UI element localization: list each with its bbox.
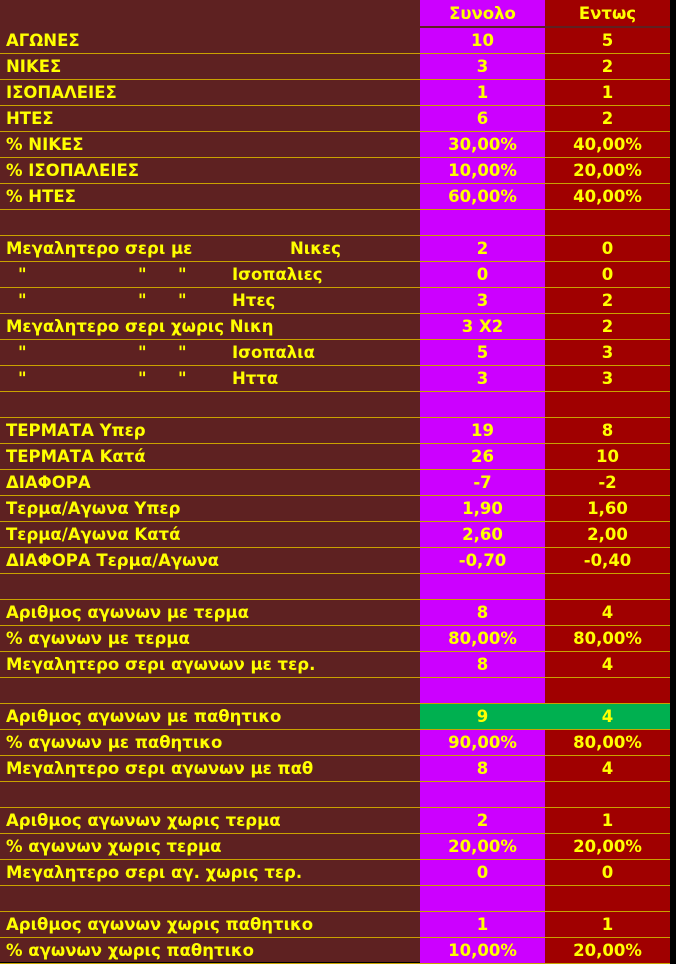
row-label-part: " (178, 291, 187, 310)
row-label: % αγωνων χωρις τερμα (6, 837, 222, 856)
row-label: ΙΣΟΠΑΛΕΙΕΣ (6, 83, 117, 102)
row-home-value: 2 (545, 54, 670, 79)
row-home-value: 40,00% (545, 184, 670, 209)
row-total-value: 10,00% (420, 158, 545, 183)
row-label: Τερμα/Αγωνα Κατά (6, 525, 181, 544)
row-label (0, 886, 420, 911)
table-row (0, 522, 670, 548)
table-row (0, 912, 670, 938)
row-home-value: 10 (545, 444, 670, 469)
row-label: % ΙΣΟΠΑΛΕΙΕΣ (6, 161, 140, 180)
table-row (0, 496, 670, 522)
table-row (0, 392, 670, 418)
row-label (0, 262, 420, 287)
row-label-part: " (18, 291, 27, 310)
table-row (0, 418, 670, 444)
table-row (0, 756, 670, 782)
row-home-value: 2 (545, 288, 670, 313)
row-label-part: Ηττα (232, 369, 279, 388)
row-label (0, 340, 420, 365)
row-total-value: 8 (420, 652, 545, 677)
table-row (0, 184, 670, 210)
row-home-value: 0 (545, 860, 670, 885)
row-label-part: Ητες (232, 291, 276, 310)
row-total-value: 9 (420, 704, 545, 729)
table-row (0, 366, 670, 392)
row-home-value: 1 (545, 80, 670, 105)
row-home-value: 8 (545, 418, 670, 443)
table-row (0, 80, 670, 106)
table-row (0, 444, 670, 470)
table-row (0, 236, 670, 262)
row-home-value: 2 (545, 106, 670, 131)
row-label: Τερμα/Αγωνα Υπερ (6, 499, 181, 518)
row-home-value: 40,00% (545, 132, 670, 157)
row-label-part: Νικες (290, 239, 341, 258)
row-total-value: 2 (420, 236, 545, 261)
row-home-value: 20,00% (545, 834, 670, 859)
row-label-part: " (178, 265, 187, 284)
table-row (0, 54, 670, 80)
row-home-value: 80,00% (545, 626, 670, 651)
row-label (0, 210, 420, 235)
table-row (0, 288, 670, 314)
row-home-value: 1 (545, 808, 670, 833)
row-label-part: " (178, 369, 187, 388)
row-total-value: 30,00% (420, 132, 545, 157)
row-label-part: " (18, 265, 27, 284)
row-home-value: 20,00% (545, 938, 670, 963)
row-total-value: 8 (420, 600, 545, 625)
row-home-value: 1 (545, 912, 670, 937)
row-home-value: 3 (545, 340, 670, 365)
row-total-value: 3 (420, 366, 545, 391)
table-row (0, 548, 670, 574)
row-label: Μεγαλητερο σερι χωρις Νικη (6, 317, 274, 336)
table-row (0, 132, 670, 158)
row-total-value (420, 210, 545, 235)
row-total-value: 0 (420, 860, 545, 885)
row-home-value: 4 (545, 756, 670, 781)
row-total-value: -0,70 (420, 548, 545, 573)
row-label: ΔΙΑΦΟΡΑ Τερμα/Αγωνα (6, 551, 220, 570)
table-row (0, 626, 670, 652)
row-home-value: 2,00 (545, 522, 670, 547)
row-home-value: -0,40 (545, 548, 670, 573)
row-total-value: 1 (420, 912, 545, 937)
table-row (0, 652, 670, 678)
row-home-value: 1,60 (545, 496, 670, 521)
table-row (0, 28, 670, 54)
row-label: ΔΙΑΦΟΡΑ (6, 473, 91, 492)
row-total-value (420, 678, 545, 703)
row-total-value: 1,90 (420, 496, 545, 521)
row-total-value: 80,00% (420, 626, 545, 651)
row-home-value: 3 (545, 366, 670, 391)
table-row (0, 158, 670, 184)
row-label: % αγωνων με παθητικο (6, 733, 223, 752)
row-total-value: 0 (420, 262, 545, 287)
row-total-value: 20,00% (420, 834, 545, 859)
row-label (0, 236, 420, 261)
row-total-value: -7 (420, 470, 545, 495)
row-label: ΤΕΡΜΑΤΑ Κατά (6, 447, 146, 466)
row-home-value: 4 (545, 652, 670, 677)
row-total-value: 2,60 (420, 522, 545, 547)
row-total-value: 19 (420, 418, 545, 443)
row-home-value: 2 (545, 314, 670, 339)
row-home-value (545, 782, 670, 807)
table-row (0, 314, 670, 340)
row-total-value: 5 (420, 340, 545, 365)
row-total-value: 60,00% (420, 184, 545, 209)
row-total-value: 10 (420, 28, 545, 53)
row-label: ΤΕΡΜΑΤΑ Υπερ (6, 421, 146, 440)
row-label: Μεγαλητερο σερι αγωνων με παθ (6, 759, 314, 778)
row-label-part: " (138, 291, 147, 310)
row-home-value: 5 (545, 28, 670, 53)
row-label-part: " (18, 369, 27, 388)
row-label: % αγωνων χωρις παθητικο (6, 941, 254, 960)
row-home-value (545, 886, 670, 911)
row-total-value: 3 (420, 54, 545, 79)
row-home-value: 4 (545, 704, 670, 729)
row-label: ΝΙΚΕΣ (6, 57, 62, 76)
row-total-value: 90,00% (420, 730, 545, 755)
row-home-value: 4 (545, 600, 670, 625)
row-label: ΗΤΕΣ (6, 109, 54, 128)
row-label (0, 678, 420, 703)
row-total-value (420, 574, 545, 599)
row-home-value (545, 574, 670, 599)
row-label-part: " (138, 369, 147, 388)
row-home-value: -2 (545, 470, 670, 495)
table-row (0, 600, 670, 626)
row-total-value: 26 (420, 444, 545, 469)
table-row (0, 262, 670, 288)
row-total-value (420, 392, 545, 417)
row-label: % ΝΙΚΕΣ (6, 135, 84, 154)
row-label-part: " (138, 343, 147, 362)
table-row (0, 678, 670, 704)
row-label: % αγωνων με τερμα (6, 629, 190, 648)
row-label: Αριθμος αγωνων χωρις τερμα (6, 811, 281, 830)
table-row (0, 340, 670, 366)
row-total-value: 10,00% (420, 938, 545, 963)
table-row (0, 210, 670, 236)
row-label: % ΗΤΕΣ (6, 187, 76, 206)
row-total-value: 3 (420, 288, 545, 313)
row-label-part: " (18, 343, 27, 362)
row-total-value: 8 (420, 756, 545, 781)
table-row (0, 808, 670, 834)
table-row (0, 860, 670, 886)
row-label (0, 782, 420, 807)
row-label-part: Μεγαλητερο σερι με (6, 239, 193, 258)
row-label: Αριθμος αγωνων χωρις παθητικο (6, 915, 314, 934)
row-home-value: 20,00% (545, 158, 670, 183)
row-total-value (420, 886, 545, 911)
row-label: Μεγαλητερο σερι αγ. χωρις τερ. (6, 863, 303, 882)
row-label: Αριθμος αγωνων με τερμα (6, 603, 249, 622)
table-row (0, 730, 670, 756)
row-label (0, 366, 420, 391)
row-label-part: " (138, 265, 147, 284)
table-row (0, 574, 670, 600)
table-row (0, 470, 670, 496)
header-label-cell (0, 0, 420, 26)
row-total-value: 2 (420, 808, 545, 833)
row-home-value (545, 678, 670, 703)
row-label (0, 288, 420, 313)
table-row (0, 938, 670, 964)
row-label (0, 392, 420, 417)
row-label-part: Ισοπαλιες (232, 265, 323, 284)
row-label: Αριθμος αγωνων με παθητικο (6, 707, 282, 726)
header-row (0, 0, 670, 26)
row-label: Μεγαλητερο σερι αγωνων με τερ. (6, 655, 316, 674)
row-total-value: 6 (420, 106, 545, 131)
table-row (0, 886, 670, 912)
table-row (0, 106, 670, 132)
row-label: ΑΓΩΝΕΣ (6, 31, 80, 50)
table-row (0, 834, 670, 860)
row-home-value (545, 210, 670, 235)
row-label-part: " (178, 343, 187, 362)
row-home-value: 0 (545, 236, 670, 261)
row-total-value: 1 (420, 80, 545, 105)
row-home-value: 0 (545, 262, 670, 287)
row-total-value (420, 782, 545, 807)
header-total: Συνολο (420, 0, 545, 26)
row-total-value: 3 X2 (420, 314, 545, 339)
row-home-value (545, 392, 670, 417)
table-row (0, 782, 670, 808)
row-label (0, 574, 420, 599)
header-home: Εντως (545, 0, 670, 26)
table-row (0, 704, 670, 730)
row-home-value: 80,00% (545, 730, 670, 755)
row-label-part: Ισοπαλια (232, 343, 315, 362)
